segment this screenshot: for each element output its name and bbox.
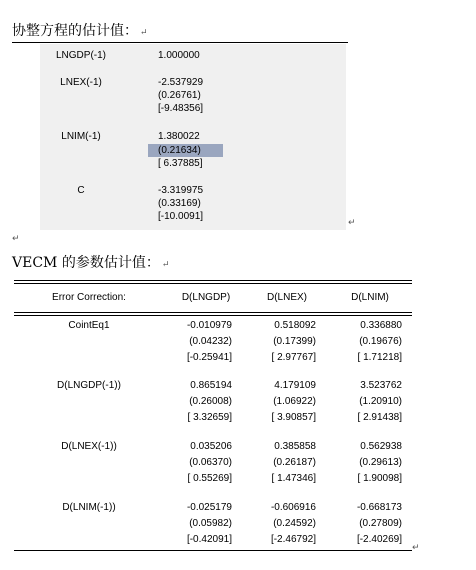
coint-tstat: [ 6.37885] [158,158,203,169]
tstat: [-2.46792] [270,534,316,545]
tstat: [ 3.32659] [187,412,232,423]
coint-value: -3.319975 [158,185,204,196]
coef: -0.606916 [270,502,316,513]
tstat: [-2.40269] [356,534,402,545]
coint-label-c: C [77,185,85,196]
tstat: [ 0.55269] [187,473,232,484]
tstat: [ 1.90098] [357,473,402,484]
coef: 0.518092 [274,320,316,331]
coef: 3.523762 [360,380,402,391]
coint-heading-text: 协整方程的估计值： [12,23,138,39]
coef: 0.385858 [274,441,316,452]
coef: -0.010979 [186,320,232,331]
header-rule [14,315,412,316]
tstat: [-0.42091] [186,534,232,545]
coef: 0.035206 [190,441,232,452]
stderr: (0.17399) [273,336,316,347]
coef: 4.179109 [274,380,316,391]
row-label-d-lngdp-1: D(LNGDP(-1)) [57,380,121,391]
coint-heading [12,20,148,40]
vecm-heading [12,252,169,272]
stderr: (0.27809) [359,518,402,529]
header-d-lnex: D(LNEX) [266,292,307,303]
stderr: (0.04232) [189,336,232,347]
coint-value: 1.380022 [158,131,200,142]
row-label-d-lnex-1: D(LNEX(-1)) [61,441,117,452]
row-label-d-lnim-1: D(LNIM(-1)) [62,502,116,513]
stderr: (0.26187) [273,457,316,468]
stderr: (0.26008) [189,396,232,407]
coef: 0.336880 [360,320,402,331]
coef: -0.668173 [356,502,402,513]
stderr: (0.29613) [359,457,402,468]
coint-label-lngdp: LNGDP(-1) [55,50,106,61]
tstat: [-0.25941] [186,352,232,363]
tstat: [ 2.97767] [271,352,316,363]
coef: 0.562938 [360,441,402,452]
paragraph-mark-icon: ↵ [348,218,356,228]
table-top-rule [14,283,412,284]
header-rule [14,312,412,313]
coint-value: 1.000000 [158,50,200,61]
stderr: (0.19676) [359,336,402,347]
coint-label-lnex: LNEX(-1) [60,77,102,88]
stderr: (0.24592) [273,518,316,529]
coint-stderr: (0.26761) [158,90,201,101]
coint-stderr: (0.33169) [158,198,201,209]
tstat: [ 1.47346] [271,473,316,484]
stderr: (1.20910) [359,396,402,407]
coef: -0.025179 [186,502,232,513]
tstat: [ 1.71218] [357,352,402,363]
coef: 0.865194 [190,380,232,391]
coint-value: -2.537929 [158,77,204,88]
header-error-correction: Error Correction: [52,292,126,303]
paragraph-mark-icon: ↵ [140,28,148,38]
stderr: (1.06922) [273,396,316,407]
table-top-rule [14,280,412,281]
row-label-cointeq1: CointEq1 [68,320,110,331]
table-bottom-rule [14,550,412,551]
coint-tstat: [-10.0091] [158,211,204,222]
coint-tstat: [-9.48356] [158,103,204,114]
tstat: [ 3.90857] [271,412,316,423]
stderr: (0.05982) [189,518,232,529]
tstat: [ 2.91438] [357,412,402,423]
coint-label-lnim: LNIM(-1) [61,131,101,142]
paragraph-mark-icon: ↵ [12,234,20,244]
coint-heading-rule [12,42,348,43]
header-d-lngdp: D(LNGDP) [181,292,231,303]
stderr: (0.06370) [189,457,232,468]
vecm-heading-text: VECM 的参数估计值： [12,255,160,271]
coint-stderr: (0.21634) [158,145,201,156]
paragraph-mark-icon: ↵ [412,543,420,553]
paragraph-mark-icon: ↵ [161,260,170,270]
header-d-lnim: D(LNIM) [351,292,389,303]
